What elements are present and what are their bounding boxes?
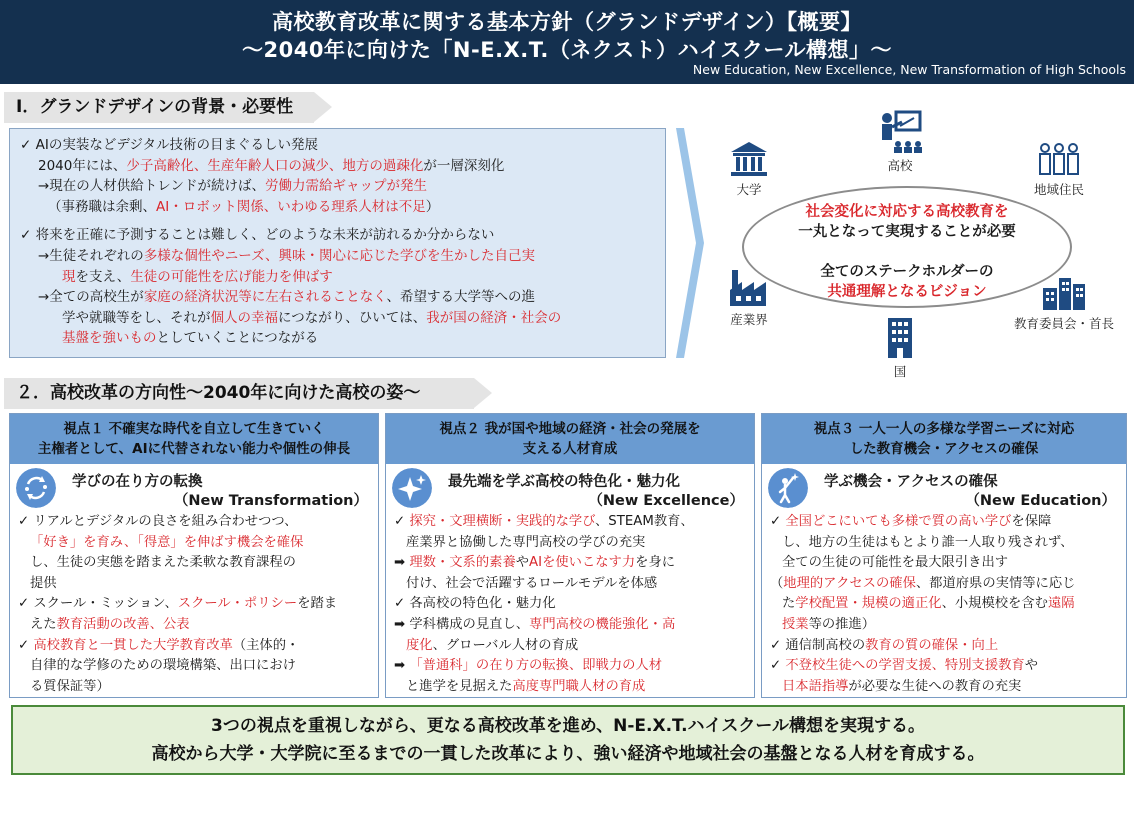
government-building-icon	[884, 316, 916, 360]
vision-text: 共通理解となるビジョン	[827, 284, 987, 300]
page-title-sub: ～2040年に向けた「N-E.X.T.（ネクスト）ハイスクール構想」～	[241, 38, 892, 62]
viewpoint-subheading: 学ぶ機会・アクセスの確保 （New Education）	[762, 464, 1126, 510]
viewpoint-1	[9, 413, 379, 698]
section1-heading: Ⅰ．グランドデザインの背景・必要性	[4, 92, 314, 123]
viewpoint-heading: 視点３ 一人一人の多様な学習ニーズに対応 した教育機会・アクセスの確保	[762, 414, 1126, 464]
viewpoint-body	[10, 510, 378, 697]
list-item: 「好き」を育み、「得意」を伸ばす機会を確保	[30, 534, 304, 550]
list-item: 産業界と協働した専門高校の学びの充実	[406, 534, 646, 550]
bg-line: →生徒それぞれの多様な個性やニーズ、興味・関心に応じた学びを生かした自己実	[38, 247, 536, 264]
banner-line: 3つの視点を重視しながら、更なる高校改革を進め、N-E.X.T.ハイスクール構想を実現する。	[210, 716, 926, 736]
stakeholder-label: 教育委員会・首長	[1013, 316, 1114, 331]
viewpoint-heading: 視点１ 不確実な時代を自立して生きていく 主権者として、AIに代替されない能力や個性の伸長	[10, 414, 378, 464]
buildings-icon	[1041, 276, 1087, 312]
vision-text: 全てのステークホルダーの	[820, 264, 994, 280]
bg-line: ✓ 将来を正確に予測することは難しく、どのような未来が訪れるか分からない	[20, 227, 495, 244]
viewpoint-heading: 視点２ 我が国や地域の経済・社会の発展を 支える人材育成	[386, 414, 754, 464]
stakeholder-label: 大学	[736, 182, 762, 197]
viewpoint-subheading: 学びの在り方の転換 （New Transformation）	[10, 464, 378, 510]
list-item: ✓ 不登校生徒への学習支援、特別支援教育や	[770, 658, 1039, 674]
bg-line: （事務職は余剰、AI・ロボット関係、いわゆる理系人材は不足）	[48, 198, 440, 215]
background-box	[9, 128, 666, 358]
stakeholder-label: 産業界	[730, 312, 768, 327]
section2-heading: ２．高校改革の方向性～2040年に向けた高校の姿～	[4, 378, 474, 409]
stakeholder-university	[724, 140, 774, 198]
factory-icon	[728, 268, 770, 308]
list-item: 付け、社会で活躍するロールモデルを体感	[406, 575, 658, 591]
bg-line: 2040年には、少子高齢化、生産年齢人口の減少、地方の過疎化が一層深刻化	[38, 157, 505, 174]
list-item: と進学を見据えた高度専門職人材の育成	[406, 678, 646, 694]
viewpoint-body	[762, 510, 1126, 697]
list-item: ➡ 理数・文系的素養やAIを使いこなす力を身に	[394, 555, 676, 571]
viewpoint-subheading: 最先端を学ぶ高校の特色化・魅力化 （New Excellence）	[386, 464, 754, 510]
stakeholder-high-school	[870, 110, 930, 174]
bg-line: ✓ AIの実装などデジタル技術の目まぐるしい発展	[20, 137, 319, 153]
university-icon	[729, 140, 769, 178]
sparkle-icon	[392, 468, 432, 508]
list-item: ➡ 「普通科」の在り方の転換、即戦力の人材	[394, 658, 663, 674]
bg-line: →全ての高校生が家庭の経済状況等に左右されることなく、希望する大学等への進	[38, 289, 536, 306]
bg-line: 学や就職等をし、それが個人の幸福につながり、ひいては、我が国の経済・社会の	[62, 309, 562, 326]
list-item: し、地方の生徒はもとより誰一人取り残されず、	[782, 534, 1074, 550]
list-item: ✓ 高校教育と一貫した大学教育改革（主体的・	[18, 637, 300, 653]
cycle-arrows-icon	[16, 468, 56, 508]
viewpoint-2	[385, 413, 755, 698]
list-item: ✓ 各高校の特色化・魅力化	[394, 596, 556, 612]
list-item: えた教育活動の改善、公表	[30, 616, 190, 632]
viewpoint-3	[761, 413, 1127, 698]
header	[0, 0, 1134, 84]
stakeholder-residents	[1024, 142, 1094, 198]
list-item: る質保証等）	[30, 678, 110, 694]
list-item: 全ての生徒の可能性を最大限引き出す	[782, 555, 1009, 571]
stakeholder-label: 高校	[887, 158, 913, 173]
stakeholder-label: 地域住民	[1033, 182, 1084, 197]
stakeholder-diagram	[712, 104, 1130, 384]
bg-line: 現を支え、生徒の可能性を広げ能力を伸ばす	[62, 268, 333, 285]
list-item: ✓ 全国どこにいても多様で質の高い学びを保障	[770, 514, 1052, 529]
list-item: 提供	[30, 575, 57, 591]
page-subtitle-en: New Education, New Excellence, New Transformation of High Schools	[692, 62, 1126, 77]
list-item: ➡ 学科構成の見直し、専門高校の機能強化・高	[394, 616, 676, 632]
stakeholder-nation	[877, 316, 923, 380]
person-reaching-icon	[768, 468, 808, 508]
people-icon	[1037, 142, 1081, 178]
stakeholder-label: 国	[893, 364, 907, 379]
list-item: ✓ スクール・ミッション、スクール・ポリシーを踏ま	[18, 596, 338, 612]
conclusion-banner	[11, 705, 1125, 775]
list-item: （地理的アクセスの確保、都道府県の実情等に応じ	[770, 575, 1076, 591]
list-item: し、生徒の実態を踏まえた柔軟な教育課程の	[30, 555, 296, 571]
bg-line: 基盤を強いものとしていくことにつながる	[62, 330, 319, 347]
list-item: ✓ リアルとデジタルの良さを組み合わせつつ、	[18, 514, 298, 529]
vision-text: 一丸となって実現することが必要	[798, 224, 1016, 240]
list-item: た学校配置・規模の適正化、小規模校を含む遠隔	[782, 596, 1075, 612]
list-item: ✓ 探究・文理横断・実践的な学び、STEAM教育、	[394, 514, 694, 529]
list-item: 日本語指導が必要な生徒への教育の充実	[782, 678, 1022, 694]
stakeholder-board	[1004, 276, 1124, 332]
list-item: 授業等の推進）	[782, 616, 876, 632]
bg-line: →現在の人材供給トレンドが続けば、労働力需給ギャップが発生	[38, 178, 427, 195]
viewpoint-body	[386, 510, 754, 697]
list-item: 自律的な学修のための環境構築、出口におけ	[30, 658, 296, 674]
vision-text: 社会変化に対応する高校教育を	[805, 204, 1009, 220]
page-title: 高校教育改革に関する基本方針（グランドデザイン）【概要】	[271, 10, 863, 34]
stakeholder-industry	[722, 268, 776, 328]
chevron-right-icon	[676, 128, 704, 358]
list-item: 度化、グローバル人材の育成	[406, 637, 579, 653]
list-item: ✓ 通信制高校の教育の質の確保・向上	[770, 637, 999, 653]
banner-line: 高校から大学・大学院に至るまでの一貫した改革により、強い経済や地域社会の基盤となる人材を育成する。	[151, 744, 985, 764]
teacher-icon	[878, 110, 922, 154]
